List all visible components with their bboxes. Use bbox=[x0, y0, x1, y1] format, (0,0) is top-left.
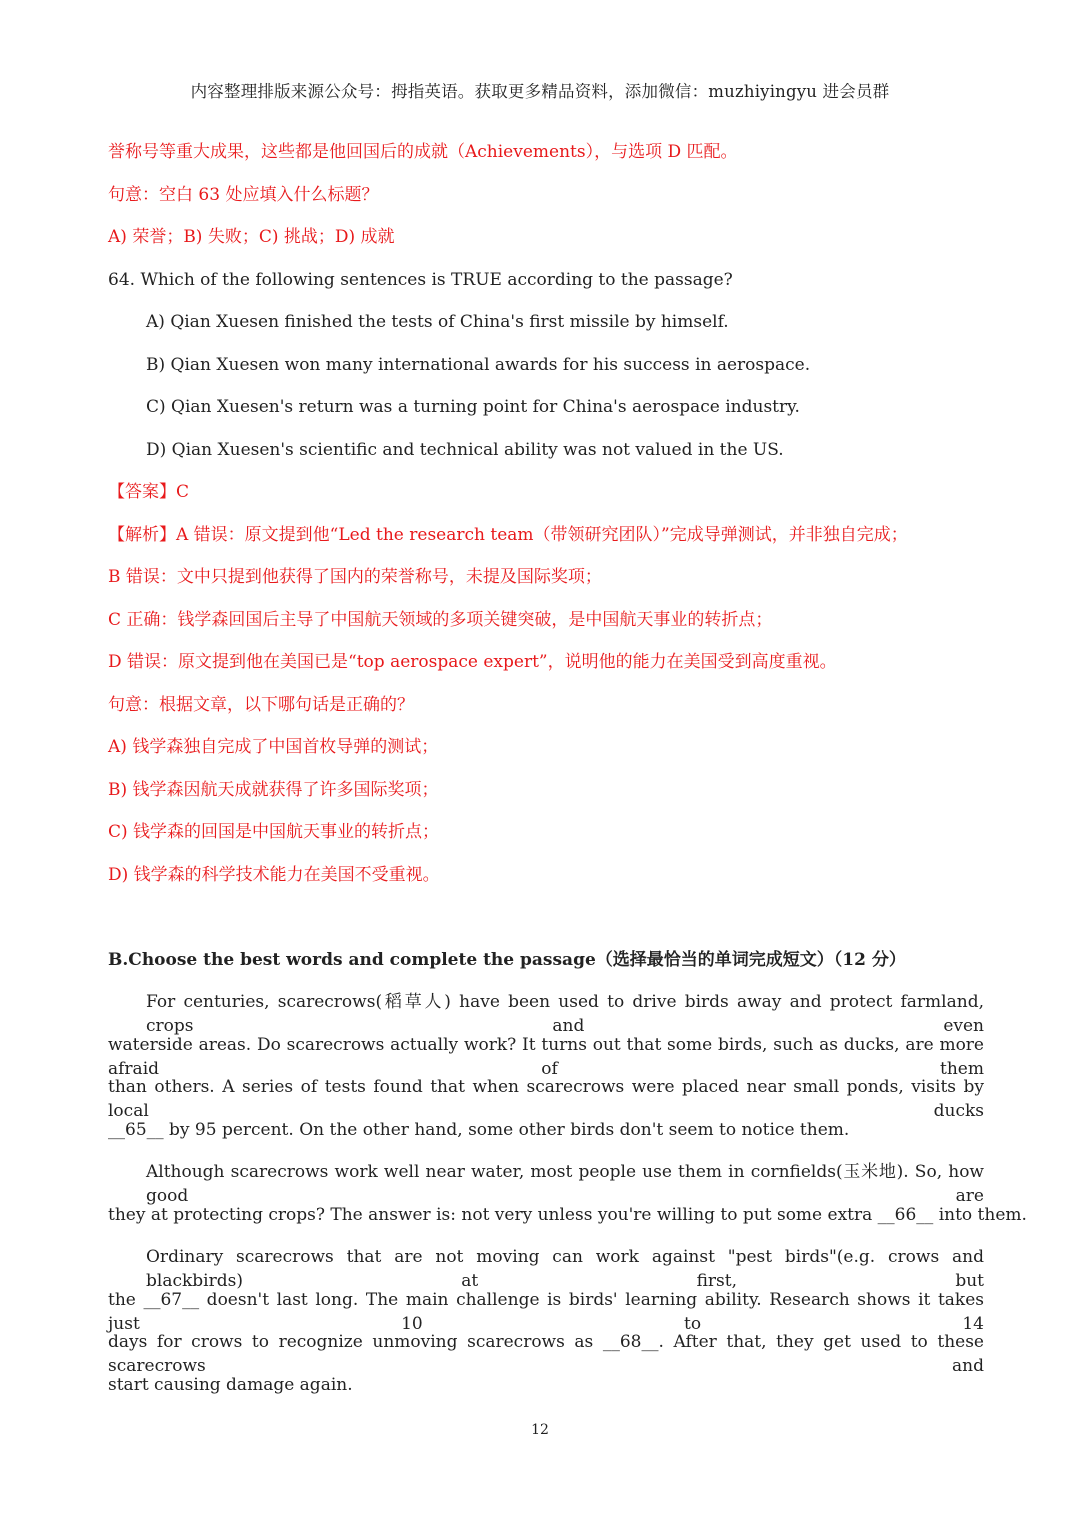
passage-line: the __67__ doesn't last long. The main challenge is birds' learning ability. Research shows it takes just 10 to 14 bbox=[108, 1290, 984, 1334]
q63-meaning: 句意：空白 63 处应填入什么标题？ bbox=[108, 185, 379, 205]
q64-meaning-option-c: C) 钱学森的回国是中国航天事业的转折点； bbox=[108, 822, 440, 842]
q63-explanation-tail: 誉称号等重大成果，这些都是他回国后的成就（Achievements），与选项 D 匹配。 bbox=[108, 142, 738, 162]
q64-answer: 【答案】C bbox=[108, 482, 190, 502]
passage-line: Although scarecrows work well near water, most people use them in cornfields(玉米地). So, how good are bbox=[146, 1162, 984, 1206]
q64-meaning-option-b: B) 钱学森因航天成就获得了许多国际奖项； bbox=[108, 780, 439, 800]
passage-line: than others. A series of tests found that when scarecrows were placed near small ponds, visits by local ducks bbox=[108, 1077, 984, 1121]
q64-question: 64. Which of the following sentences is TRUE according to the passage? bbox=[108, 270, 733, 290]
q64-option-d: D) Qian Xuesen's scientific and technical ability was not valued in the US. bbox=[146, 440, 784, 460]
q64-analysis-c: C 正确：钱学森回国后主导了中国航天领域的多项关键突破，是中国航天事业的转折点； bbox=[108, 610, 773, 630]
page-header: 内容整理排版来源公众号：拇指英语。获取更多精品资料，添加微信：muzhiyingyu 进会员群 bbox=[190, 82, 890, 101]
passage-line: waterside areas. Do scarecrows actually work? It turns out that some birds, such as ducks, are more afraid of them bbox=[108, 1035, 984, 1079]
passage-line: For centuries, scarecrows(稻草人) have been used to drive birds away and protect farmland, crops and even bbox=[146, 992, 984, 1036]
passage-line: days for crows to recognize unmoving scarecrows as __68__. After that, they get used to these scarecrows and bbox=[108, 1332, 984, 1376]
passage-line: __65__ by 95 percent. On the other hand, some other birds don't seem to notice them. bbox=[108, 1120, 850, 1140]
q64-meaning-option-d: D) 钱学森的科学技术能力在美国不受重视。 bbox=[108, 865, 440, 885]
q64-analysis-a: 【解析】A 错误：原文提到他“Led the research team（带领研究团队）”完成导弹测试，并非独自完成； bbox=[108, 525, 908, 545]
page-number: 12 bbox=[531, 1422, 549, 1438]
q64-analysis-b: B 错误：文中只提到他获得了国内的荣誉称号，未提及国际奖项； bbox=[108, 567, 602, 587]
q63-meaning-options: A) 荣誉；B) 失败；C) 挑战；D) 成就 bbox=[108, 227, 395, 247]
q64-option-a: A) Qian Xuesen finished the tests of China's first missile by himself. bbox=[146, 312, 729, 332]
q64-analysis-d: D 错误：原文提到他在美国已是“top aerospace expert”，说明他的能力在美国受到高度重视。 bbox=[108, 652, 837, 672]
passage-line: they at protecting crops? The answer is: not very unless you're willing to put some extra __66__ into them. bbox=[108, 1205, 1027, 1225]
passage-line: Ordinary scarecrows that are not moving can work against "pest birds"(e.g. crows and blackbirds) at first, but bbox=[146, 1247, 984, 1291]
passage-line: start causing damage again. bbox=[108, 1375, 353, 1395]
q64-meaning: 句意：根据文章，以下哪句话是正确的？ bbox=[108, 695, 414, 715]
q64-option-c: C) Qian Xuesen's return was a turning point for China's aerospace industry. bbox=[146, 397, 800, 417]
q64-meaning-option-a: A) 钱学森独自完成了中国首枚导弹的测试； bbox=[108, 737, 439, 757]
section-b-title: B.Choose the best words and complete the passage（选择最恰当的单词完成短文）（12 分） bbox=[108, 950, 906, 970]
q64-option-b: B) Qian Xuesen won many international awards for his success in aerospace. bbox=[146, 355, 811, 375]
